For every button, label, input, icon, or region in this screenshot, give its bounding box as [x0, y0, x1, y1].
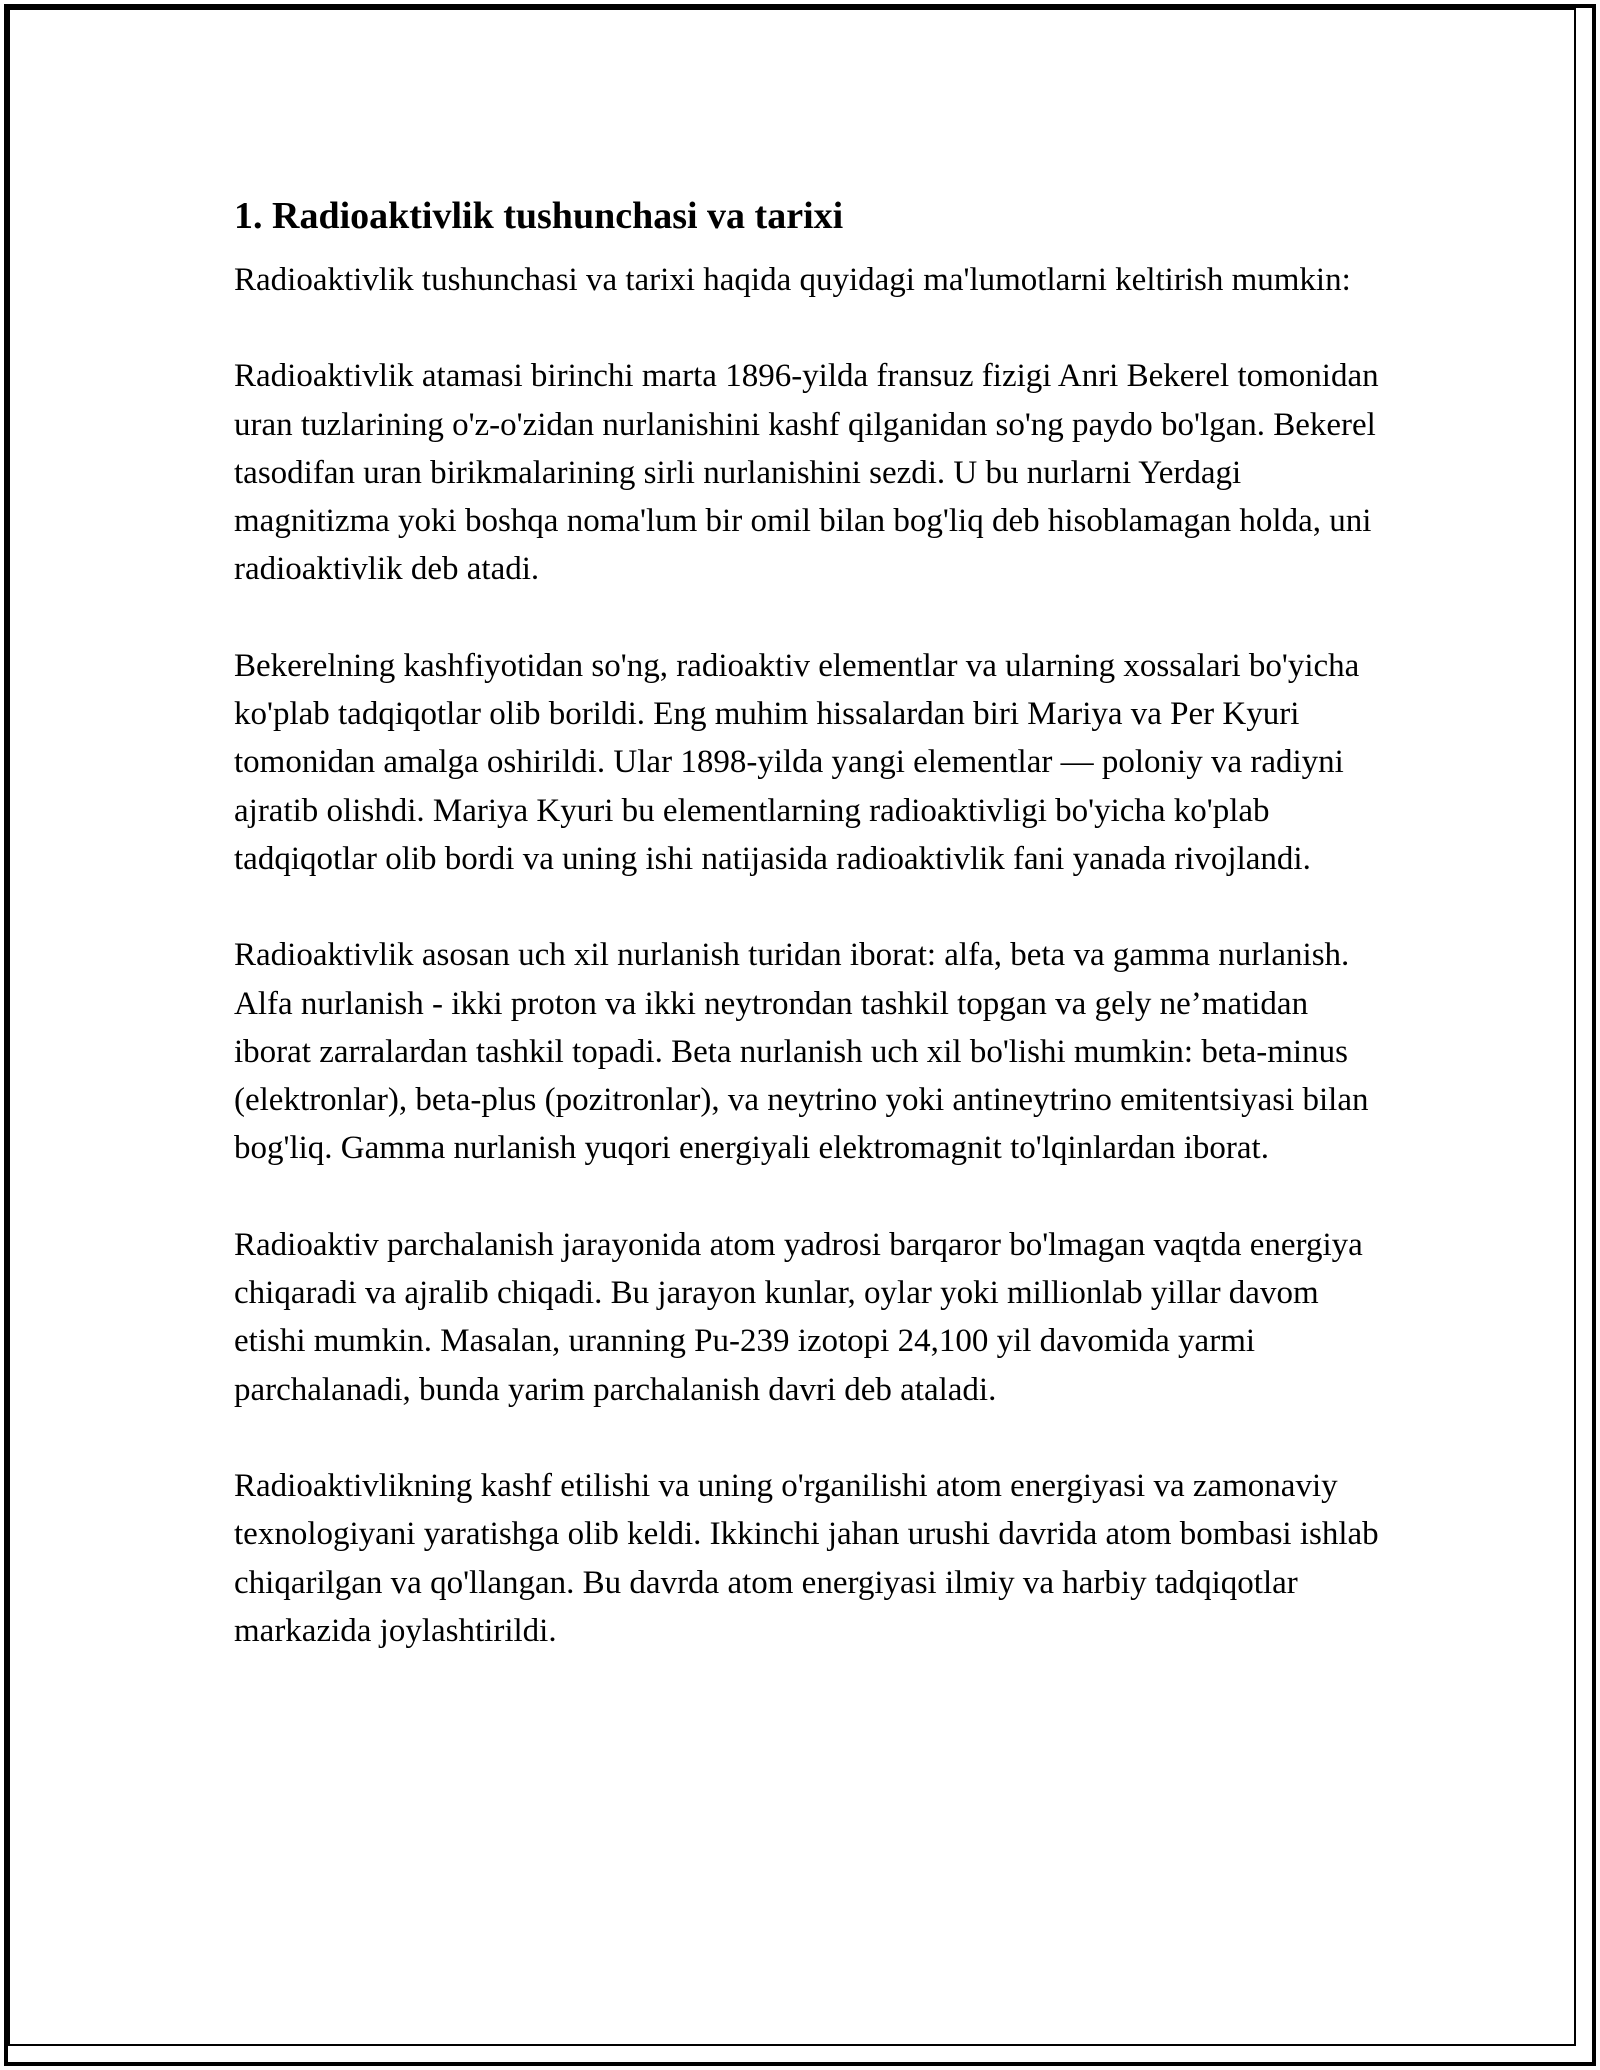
paragraph-decay: Radioaktiv parchalanish jarayonida atom yadrosi barqaror bo'lmagan vaqtda energiya chiqaradi va ajralib chiqadi. Bu jarayon kunlar, oylar yoki millionlab yillar davom etishi mumkin. Masalan, uranning Pu-239 izotopi 24,100 yil davomida yarmi parchalanadi, bunda yarim parchalanish davri deb ataladi. [234, 1226, 1363, 1408]
paragraph-curie: Bekerelning kashfiyotidan so'ng, radioaktiv elementlar va ularning xossalari bo'yicha ko'plab tadqiqotlar olib borildi. Eng muhim hissalardan biri Mariya va Per Kyuri tomonidan amalga oshirildi. Ular 1898-yilda yangi elementlar — poloniy va radiyni ajratib olishdi. Mariya Kyuri bu elementlarning radioaktivligi bo'yicha ko'plab tadqiqotlar olib bordi va uning ishi natijasida radioaktivlik fani yanada rivojlandi. [234, 647, 1360, 877]
section-heading: 1. Radioaktivlik tushunchasi va tarixi [234, 195, 844, 237]
paragraph-atomic-energy: Radioaktivlikning kashf etilishi va uning o'rganilishi atom energiyasi va zamonaviy texnologiyani yaratishga olib keldi. Ikkinchi jahan urushi davrida atom bombasi ishlab chiqarilgan va qo'llangan. Bu davrda atom energiyasi ilmiy va harbiy tadqiqotlar markazida joylashtirildi. [234, 1467, 1379, 1649]
paragraph-radiation-types: Radioaktivlik asosan uch xil nurlanish turidan iborat: alfa, beta va gamma nurlanish. Alfa nurlanish - ikki proton va ikki neytrondan tashkil topgan va gely ne’matidan iborat zarralardan tashkil topadi. Beta nurlanish uch xil bo'lishi mumkin: beta-minus (elektronlar), beta-plus (pozitronlar), va neytrino yoki antineytrino emitentsiyasi bilan bog'liq. Gamma nurlanish yuqori energiyali elektromagnit to'lqinlardan iborat. [234, 937, 1369, 1167]
paragraph-becquerel: Radioaktivlik atamasi birinchi marta 1896-yilda fransuz fizigi Anri Bekerel tomonidan uran tuzlarining o'z-o'zidan nurlanishini kashf qilganidan so'ng paydo bo'lgan. Bekerel tasodifan uran birikmalarining sirli nurlanishini sezdi. U bu nurlarni Yerdagi magnitizma yoki boshqa noma'lum bir omil bilan bog'liq deb hisoblamagan holda, uni radioaktivlik deb atadi. [234, 358, 1379, 588]
paragraph-intro: Radioaktivlik tushunchasi va tarixi haqida quyidagi ma'lumotlarni keltirish mumkin: [234, 262, 1351, 298]
document-body [234, 180, 1384, 1703]
